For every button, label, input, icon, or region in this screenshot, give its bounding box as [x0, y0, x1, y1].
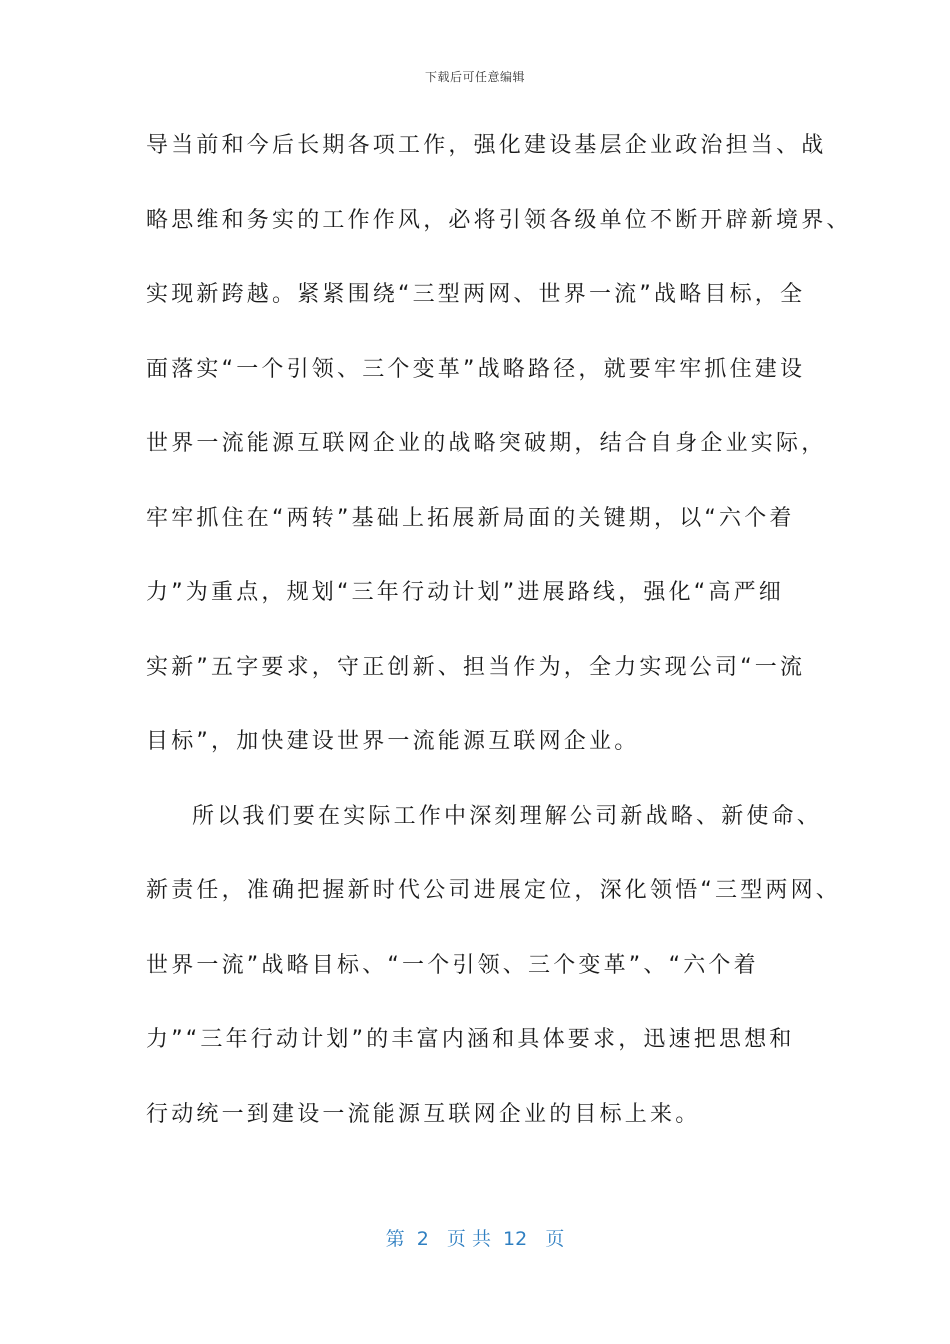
document-body: [146, 124, 852, 1167]
page-header: 下载后可任意编辑: [424, 70, 525, 84]
text-line: 力”“三年行动计划”的丰富内涵和具体要求，迅速把思想和: [146, 1027, 795, 1052]
text-line: 世界一流”战略目标、“一个引领、三个变革”、“六个着: [146, 952, 759, 978]
text-line: 实现新跨越。紧紧围绕“三型两网、世界一流”战略目标，全: [146, 282, 806, 307]
text-line: 面落实“一个引领、三个变革”战略路径，就要牢牢抓住建设: [146, 356, 806, 382]
text-line: 世界一流能源互联网企业的战略突破期，结合自身企业实际，: [146, 431, 827, 456]
text-line: 新责任，准确把握新时代公司进展定位，深化领悟“三型两网、: [146, 878, 841, 903]
text-line: 导当前和今后长期各项工作，强化建设基层企业政治担当、战: [146, 133, 827, 158]
text-line: 实新”五字要求，守正创新、担当作为，全力实现公司“一流: [146, 654, 806, 680]
paragraph: [146, 124, 852, 795]
text-line: 力”为重点，规划“三年行动计划”进展路线，强化“高严细: [146, 580, 784, 605]
text-line: 所以我们要在实际工作中深刻理解公司新战略、新使命、: [192, 803, 823, 829]
text-line: 目标”，加快建设世界一流能源互联网企业。: [146, 729, 640, 754]
paragraph: [146, 795, 841, 1168]
page-number-footer: 第 2 页 共 12 页: [385, 1228, 565, 1250]
text-line: 略思维和务实的工作作风，必将引领各级单位不断开辟新境界、: [146, 207, 852, 233]
text-line: 牢牢抓住在“两转”基础上拓展新局面的关键期，以“六个着: [146, 505, 795, 531]
text-line: 行动统一到建设一流能源互联网企业的目标上来。: [146, 1101, 701, 1127]
